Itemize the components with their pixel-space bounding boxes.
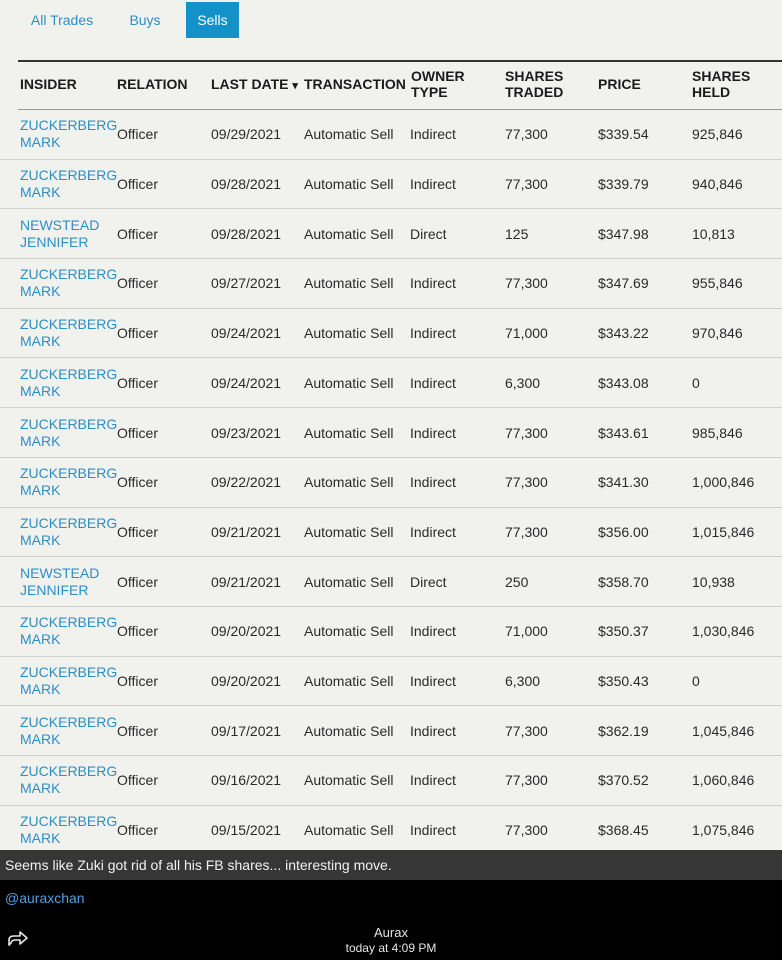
sort-down-icon: ▾ (292, 80, 298, 92)
owner-type-cell: Indirect (410, 275, 456, 292)
date-cell: 09/24/2021 (211, 374, 282, 391)
shares-traded-cell: 77,300 (505, 722, 548, 739)
header-shares-traded[interactable] (505, 68, 563, 100)
insider-name-link[interactable] (20, 416, 116, 450)
header-shares-traded-line2: TRADED (505, 84, 564, 100)
shares-traded-cell: 250 (505, 573, 529, 590)
author-handle-link[interactable]: @auraxchan (5, 890, 85, 906)
shares-held-cell: 985,846 (692, 424, 743, 441)
insider-last-name: ZUCKERBERG (20, 813, 118, 830)
insider-first-name: MARK (20, 432, 61, 449)
owner-type-cell: Indirect (410, 523, 456, 540)
shares-held-cell: 955,846 (692, 275, 743, 292)
insider-last-name: ZUCKERBERG (20, 713, 118, 730)
insider-last-name: ZUCKERBERG (20, 316, 118, 333)
relation-cell: Officer (117, 325, 158, 342)
owner-type-cell: Indirect (410, 424, 456, 441)
shares-held-cell: 1,060,846 (692, 772, 755, 789)
header-owner-type-line1: OWNER (411, 68, 465, 84)
relation-cell: Officer (117, 623, 158, 640)
transaction-cell: Automatic Sell (304, 474, 394, 491)
price-cell: $339.54 (598, 126, 649, 143)
owner-type-cell: Indirect (410, 126, 456, 143)
transaction-cell: Automatic Sell (304, 573, 394, 590)
header-insider[interactable]: INSIDER (20, 76, 77, 92)
insider-first-name: JENNIFER (20, 581, 89, 598)
header-last-date-label: LAST DATE (211, 76, 289, 92)
header-last-date[interactable] (211, 76, 298, 94)
transaction-cell: Automatic Sell (304, 325, 394, 342)
transaction-cell: Automatic Sell (304, 673, 394, 690)
table-row[interactable] (0, 806, 782, 850)
shares-traded-cell: 77,300 (505, 772, 548, 789)
header-owner-type-line2: TYPE (411, 84, 448, 100)
relation-cell: Officer (117, 722, 158, 739)
insider-last-name: ZUCKERBERG (20, 614, 118, 631)
header-price[interactable]: PRICE (598, 76, 641, 92)
insider-first-name: JENNIFER (20, 233, 89, 250)
shares-held-cell: 0 (692, 374, 700, 391)
insider-name-link[interactable] (20, 664, 116, 698)
transaction-cell: Automatic Sell (304, 722, 394, 739)
insider-first-name: MARK (20, 830, 61, 847)
date-cell: 09/16/2021 (211, 772, 282, 789)
insider-first-name: MARK (20, 184, 61, 201)
insider-first-name: MARK (20, 531, 61, 548)
table-row[interactable] (0, 756, 782, 806)
table-row[interactable] (0, 458, 782, 508)
insider-name-link[interactable] (20, 614, 116, 648)
shares-held-cell: 10,938 (692, 573, 735, 590)
price-cell: $339.79 (598, 176, 649, 193)
insider-first-name: MARK (20, 283, 61, 300)
owner-type-cell: Indirect (410, 722, 456, 739)
table-row[interactable] (0, 209, 782, 259)
trade-filter-tabs (0, 0, 782, 40)
insider-name-link[interactable] (20, 565, 116, 599)
owner-type-cell: Direct (410, 225, 447, 242)
table-row[interactable] (0, 359, 782, 409)
transaction-cell: Automatic Sell (304, 623, 394, 640)
table-row[interactable] (0, 607, 782, 657)
transaction-cell: Automatic Sell (304, 225, 394, 242)
price-cell: $347.69 (598, 275, 649, 292)
date-cell: 09/21/2021 (211, 573, 282, 590)
shares-held-cell: 970,846 (692, 325, 743, 342)
shares-traded-cell: 77,300 (505, 474, 548, 491)
price-cell: $341.30 (598, 474, 649, 491)
relation-cell: Officer (117, 573, 158, 590)
shares-held-cell: 1,045,846 (692, 722, 755, 739)
insider-name-link[interactable] (20, 167, 116, 201)
insider-name-link[interactable] (20, 266, 116, 300)
insider-last-name: NEWSTEAD (20, 216, 100, 233)
relation-cell: Officer (117, 772, 158, 789)
date-cell: 09/24/2021 (211, 325, 282, 342)
transaction-cell: Automatic Sell (304, 275, 394, 292)
insider-last-name: ZUCKERBERG (20, 117, 118, 134)
owner-type-cell: Indirect (410, 176, 456, 193)
table-header (0, 64, 782, 110)
post-author: Aurax (374, 925, 408, 940)
insider-last-name: ZUCKERBERG (20, 266, 118, 283)
owner-type-cell: Indirect (410, 325, 456, 342)
insider-last-name: ZUCKERBERG (20, 514, 118, 531)
transaction-cell: Automatic Sell (304, 424, 394, 441)
header-shares-held[interactable] (692, 68, 750, 100)
shares-held-cell: 1,030,846 (692, 623, 755, 640)
relation-cell: Officer (117, 374, 158, 391)
date-cell: 09/22/2021 (211, 474, 282, 491)
price-cell: $370.52 (598, 772, 649, 789)
header-shares-held-line1: SHARES (692, 68, 751, 84)
shares-traded-cell: 77,300 (505, 275, 548, 292)
relation-cell: Officer (117, 126, 158, 143)
insider-last-name: ZUCKERBERG (20, 465, 118, 482)
insider-first-name: MARK (20, 333, 61, 350)
owner-type-cell: Indirect (410, 772, 456, 789)
insider-last-name: ZUCKERBERG (20, 415, 118, 432)
insider-last-name: ZUCKERBERG (20, 167, 118, 184)
insider-first-name: MARK (20, 382, 61, 399)
owner-type-cell: Indirect (410, 374, 456, 391)
shares-traded-cell: 6,300 (505, 673, 541, 690)
relation-cell: Officer (117, 225, 158, 242)
relation-cell: Officer (117, 822, 158, 839)
shares-traded-cell: 77,300 (505, 126, 548, 143)
table-row[interactable] (0, 557, 782, 607)
tab-buys[interactable]: Buys (129, 12, 161, 28)
relation-cell: Officer (117, 474, 158, 491)
insider-name-link[interactable] (20, 465, 116, 499)
insider-last-name: ZUCKERBERG (20, 763, 118, 780)
insider-first-name: MARK (20, 631, 61, 648)
date-cell: 09/15/2021 (211, 822, 282, 839)
date-cell: 09/20/2021 (211, 623, 282, 640)
tab-all-trades[interactable]: All Trades (30, 12, 94, 28)
shares-held-cell: 0 (692, 673, 700, 690)
price-cell: $356.00 (598, 523, 649, 540)
price-cell: $347.98 (598, 225, 649, 242)
table-row[interactable] (0, 408, 782, 458)
transaction-cell: Automatic Sell (304, 772, 394, 789)
table-top-rule (18, 60, 782, 62)
table-row[interactable] (0, 657, 782, 707)
insider-name-link[interactable] (20, 117, 116, 151)
insider-first-name: MARK (20, 482, 61, 499)
post-timestamp: today at 4:09 PM (345, 941, 437, 955)
shares-held-cell: 10,813 (692, 225, 735, 242)
table-row[interactable] (0, 508, 782, 558)
relation-cell: Officer (117, 673, 158, 690)
date-cell: 09/21/2021 (211, 523, 282, 540)
tab-sells[interactable]: Sells (186, 2, 239, 38)
insider-last-name: ZUCKERBERG (20, 664, 118, 681)
relation-cell: Officer (117, 523, 158, 540)
insider-last-name: ZUCKERBERG (20, 365, 118, 382)
shares-traded-cell: 77,300 (505, 822, 548, 839)
insider-name-link[interactable] (20, 515, 116, 549)
price-cell: $343.61 (598, 424, 649, 441)
transaction-cell: Automatic Sell (304, 822, 394, 839)
shares-held-cell: 1,000,846 (692, 474, 755, 491)
date-cell: 09/20/2021 (211, 673, 282, 690)
shares-held-cell: 940,846 (692, 176, 743, 193)
owner-type-cell: Indirect (410, 822, 456, 839)
transaction-cell: Automatic Sell (304, 374, 394, 391)
insider-name-link[interactable] (20, 366, 116, 400)
owner-type-cell: Indirect (410, 623, 456, 640)
relation-cell: Officer (117, 176, 158, 193)
date-cell: 09/29/2021 (211, 126, 282, 143)
price-cell: $358.70 (598, 573, 649, 590)
transaction-cell: Automatic Sell (304, 523, 394, 540)
insider-name-link[interactable] (20, 714, 116, 748)
date-cell: 09/28/2021 (211, 225, 282, 242)
shares-traded-cell: 77,300 (505, 424, 548, 441)
owner-type-cell: Indirect (410, 673, 456, 690)
insider-last-name: NEWSTEAD (20, 564, 100, 581)
table-row[interactable] (0, 110, 782, 160)
header-shares-traded-line1: SHARES (505, 68, 564, 84)
relation-cell: Officer (117, 424, 158, 441)
transaction-cell: Automatic Sell (304, 126, 394, 143)
table-row[interactable] (0, 259, 782, 309)
shares-traded-cell: 125 (505, 225, 529, 242)
table-row[interactable] (0, 160, 782, 210)
insider-first-name: MARK (20, 134, 61, 151)
owner-type-cell: Direct (410, 573, 447, 590)
price-cell: $350.43 (598, 673, 649, 690)
shares-traded-cell: 77,300 (505, 176, 548, 193)
shares-traded-cell: 71,000 (505, 623, 548, 640)
post-caption: Seems like Zuki got rid of all his FB shares... interesting move. (0, 850, 782, 880)
insider-first-name: MARK (20, 681, 61, 698)
date-cell: 09/23/2021 (211, 424, 282, 441)
header-owner-type[interactable] (411, 68, 465, 100)
price-cell: $350.37 (598, 623, 649, 640)
relation-cell: Officer (117, 275, 158, 292)
header-relation[interactable]: RELATION (117, 76, 188, 92)
shares-held-cell: 1,015,846 (692, 523, 755, 540)
shares-traded-cell: 77,300 (505, 523, 548, 540)
shares-held-cell: 925,846 (692, 126, 743, 143)
price-cell: $343.08 (598, 374, 649, 391)
insider-name-link[interactable] (20, 813, 116, 847)
price-cell: $343.22 (598, 325, 649, 342)
transaction-cell: Automatic Sell (304, 176, 394, 193)
insider-name-link[interactable] (20, 316, 116, 350)
owner-type-cell: Indirect (410, 474, 456, 491)
date-cell: 09/17/2021 (211, 722, 282, 739)
price-cell: $368.45 (598, 822, 649, 839)
insider-first-name: MARK (20, 730, 61, 747)
shares-traded-cell: 71,000 (505, 325, 548, 342)
shares-traded-cell: 6,300 (505, 374, 541, 391)
insider-first-name: MARK (20, 780, 61, 797)
price-cell: $362.19 (598, 722, 649, 739)
insider-name-link[interactable] (20, 217, 116, 251)
shares-held-cell: 1,075,846 (692, 822, 755, 839)
insider-name-link[interactable] (20, 763, 116, 797)
date-cell: 09/28/2021 (211, 176, 282, 193)
header-shares-held-line2: HELD (692, 84, 731, 100)
header-transaction[interactable]: TRANSACTION (304, 76, 406, 92)
date-cell: 09/27/2021 (211, 275, 282, 292)
table-row[interactable] (0, 309, 782, 359)
table-row[interactable] (0, 706, 782, 756)
